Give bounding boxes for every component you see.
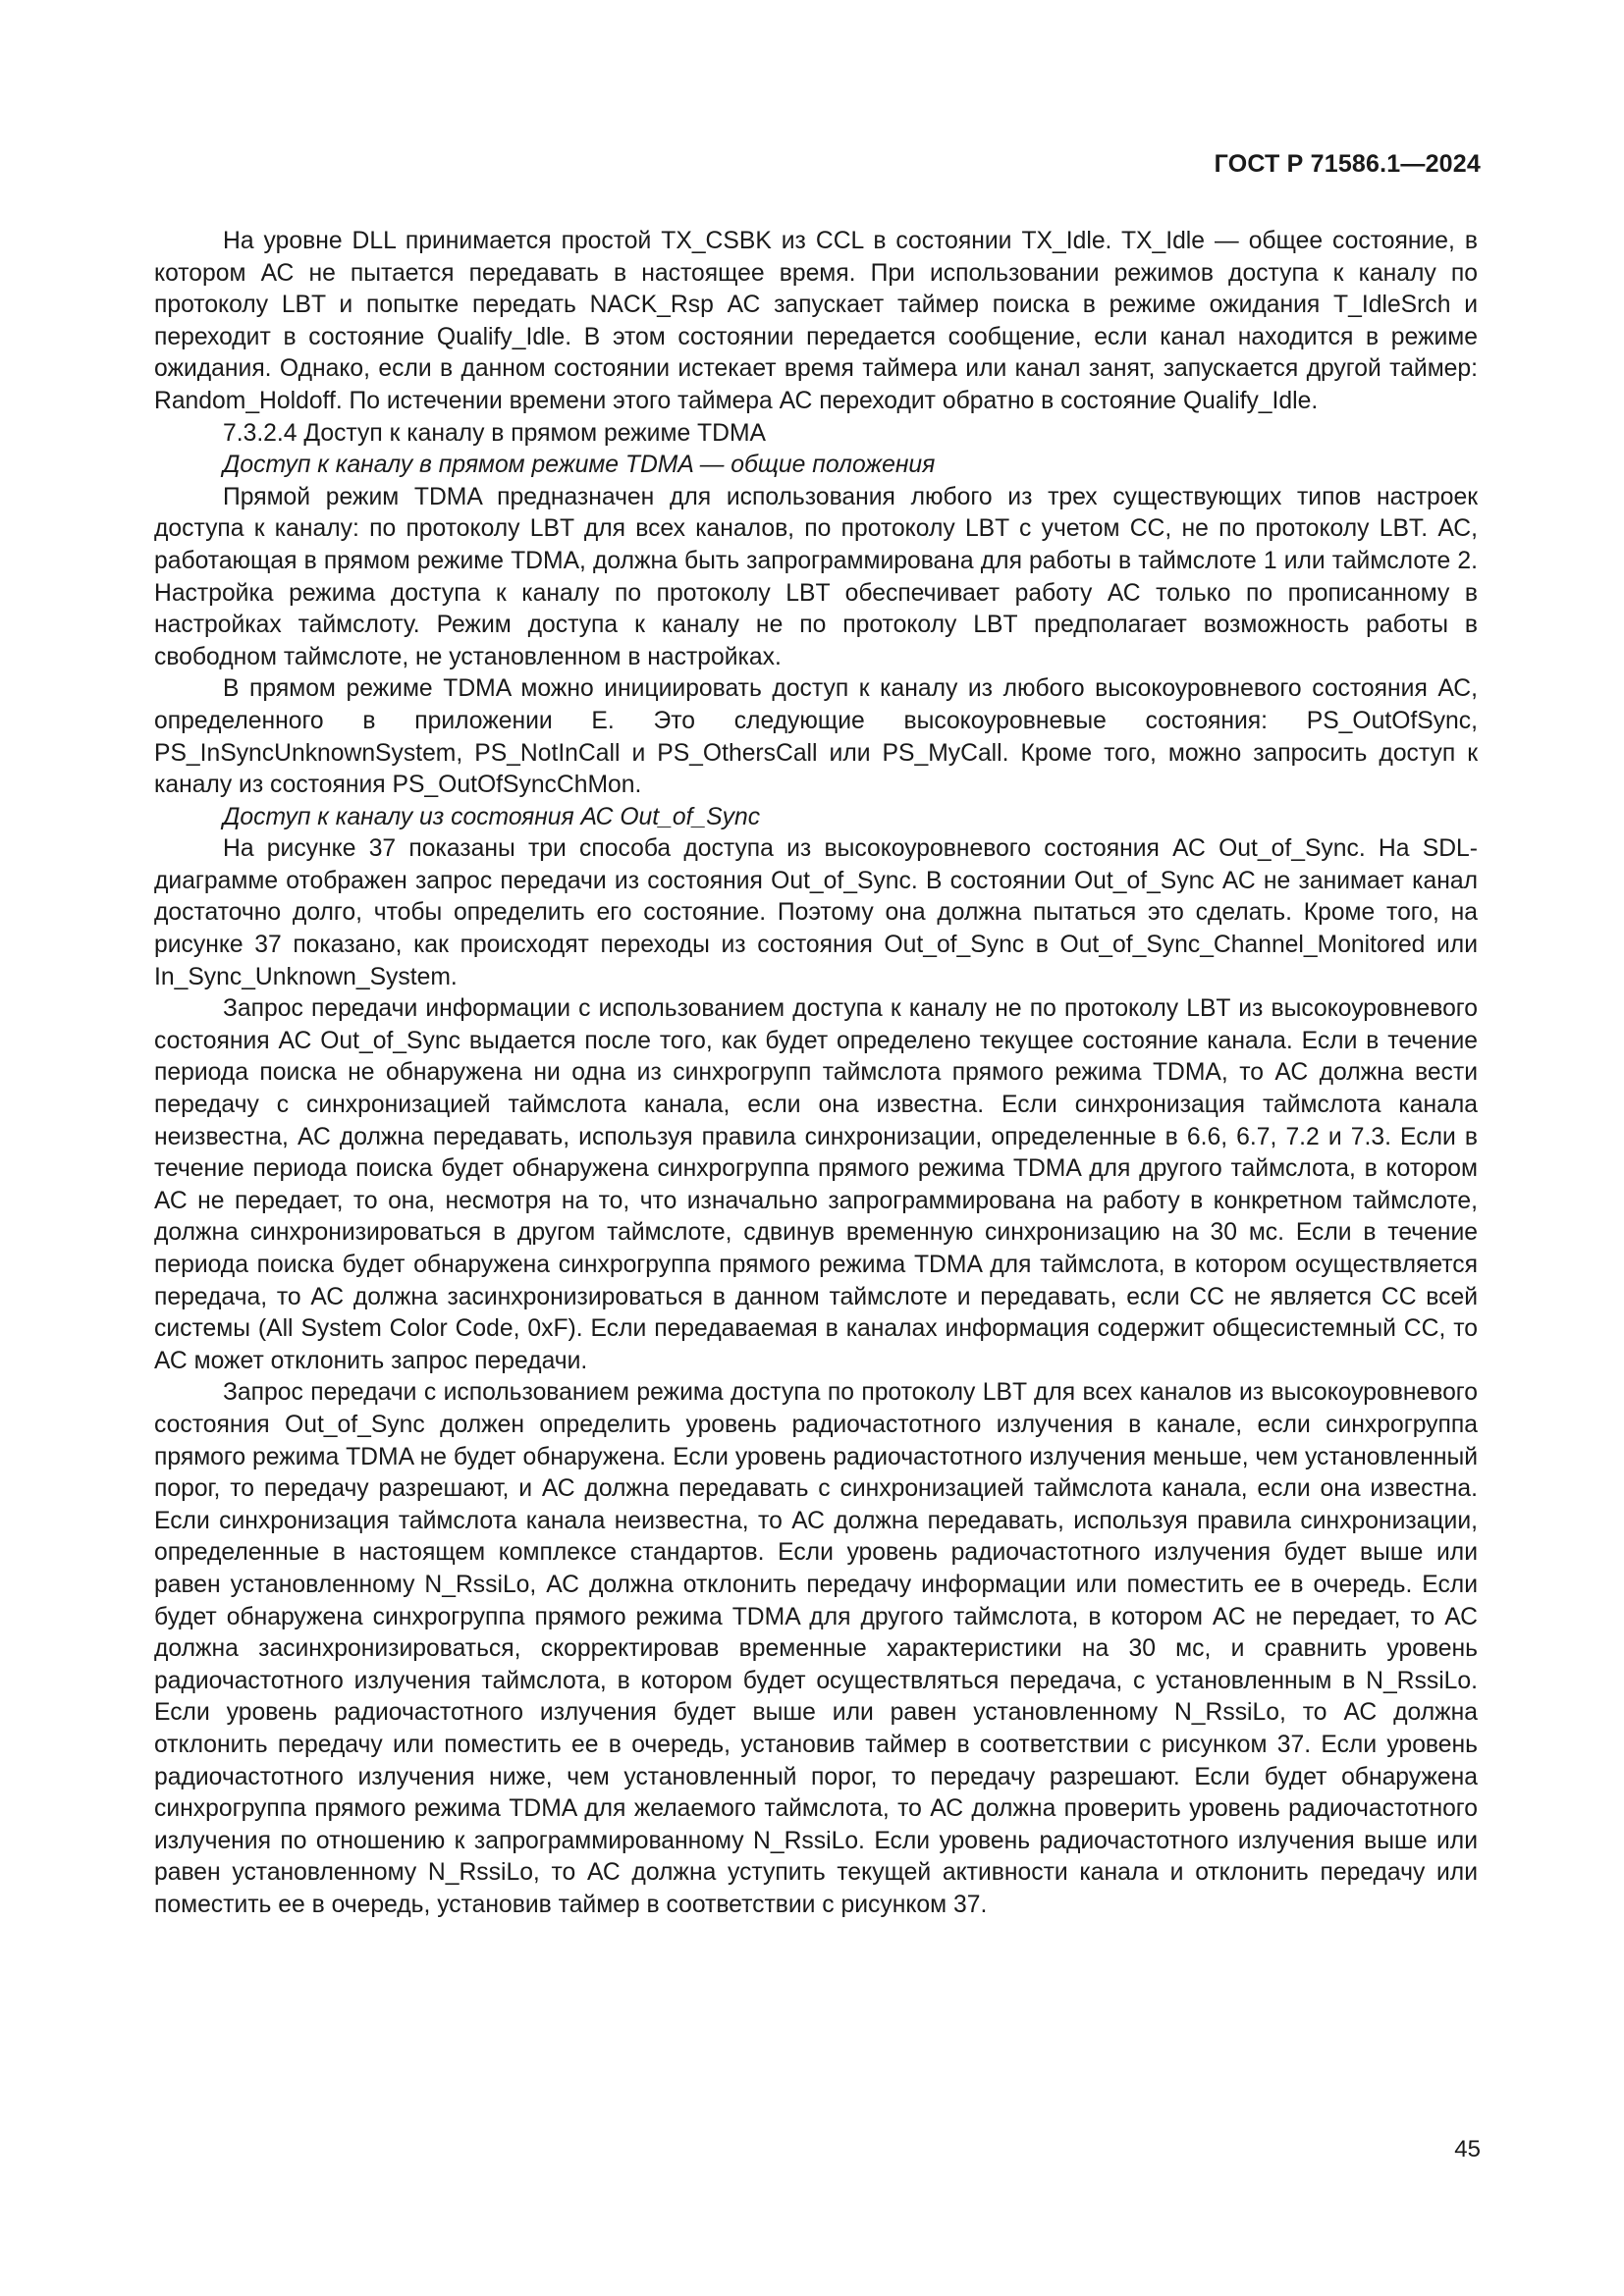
paragraph-non-lbt-request: Запрос передачи информации с использованием доступа к каналу не по протоколу LBT из высокоуровневого состояния АС Out_of_Sync выдается после того, как будет определено текущее состояние канала. Если в течение периода поиска не обнаружена ни одна из синхрогрупп таймслота прямого режима TDMA, то АС должна вести передачу с синхронизацией таймслота канала, если она известна. Если синхронизация таймслота канала неизвестна, АС должна передавать, используя правила синхронизации, определенные в 6.6, 6.7, 7.2 и 7.3. Если в течение периода поиска будет обнаружена синхрогруппа прямого режима TDMA для другого таймслота, в котором АС не передает, то она, несмотря на то, что изначально запрограммирована на работу в конкретном таймслоте, должна синхронизироваться в другом таймслоте, сдвинув временную синхронизацию на 30 мс. Если в течение периода поиска будет обнаружена синхрогруппа прямого режима TDMA для таймслота, в котором осуществляется передача, то АС должна засинхронизироваться в данном таймслоте и передавать, если CC не является CC всей системы (All System Color Code, 0xF). Если передаваемая в каналах информация содержит общесистемный CC, то АС может отклонить запрос передачи. bbox=[154, 995, 1478, 1374]
paragraph-lbt-request: Запрос передачи с использованием режима доступа по протоколу LBT для всех каналов из высокоуровневого состояния Out_of_Sync должен определить уровень радиочастотного излучения в канале, если синхрогруппа прямого режима TDMA не будет обнаружена. Если уровень радиочастотного излучения меньше, чем установленный порог, то передачу разрешают, и АС должна передавать с синхронизацией таймслота канала, если она известна. Если синхронизация таймслота канала неизвестна, то АС должна передавать, используя правила синхронизации, определенные в настоящем комплексе стандартов. Если уровень радиочастотного излучения будет выше или равен установленному N_RssiLo, АС должна отклонить передачу информации или поместить ее в очередь. Если будет обнаружена синхрогруппа прямого режима TDMA для другого таймслота, в котором АС не передает, то АС должна засинхронизироваться, скорректировав временные характеристики на 30 мс, и сравнить уровень радиочастотного излучения таймслота, в котором будет осуществляться передача, с установленным в N_RssiLo. Если уровень радиочастотного излучения будет выше или равен установленному N_RssiLo, то АС должна отклонить передачу или поместить ее в очередь, установив таймер в соответствии с рисунком 37. Если уровень радиочастотного излучения ниже, чем установленный порог, то передачу разрешают. Если будет обнаружена синхрогруппа прямого режима TDMA для желаемого таймслота, то АС должна проверить уровень радиочастотного излучения по отношению к запрограммированному N_RssiLo. Если уровень радиочастотного излучения выше или равен установленному N_RssiLo, то АС должна уступить текущей активности канала и отклонить передачу или поместить ее в очередь, установив таймер в соответствии с рисунком 37. bbox=[154, 1379, 1478, 1918]
subheading-out-of-sync: Доступ к каналу из состояния АС Out_of_Sync bbox=[223, 803, 761, 830]
page-number: 45 bbox=[1454, 2136, 1481, 2163]
document-header: ГОСТ Р 71586.1—2024 bbox=[1214, 150, 1481, 178]
paragraph-direct-mode: Прямой режим TDMA предназначен для использования любого из трех существующих типов настроек доступа к каналу: по протоколу LBT для всех каналов, по протоколу LBT с учетом CC, не по протоколу LBT. АС, работающая в прямом режиме TDMA, должна быть запрограммирована для работы в таймслоте 1 или таймслоте 2. Настройка режима доступа к каналу по протоколу LBT обеспечивает работу АС только по прописанному в настройках таймслоту. Режим доступа к каналу не по протоколу LBT предполагает возможность работы в свободном таймслоте, не установленном в настройках. bbox=[154, 483, 1478, 670]
paragraph-high-level-states: В прямом режиме TDMA можно инициировать доступ к каналу из любого высокоуровневого состояния АС, определенного в приложении Е. Это следующие высокоуровневые состояния: PS_OutOfSync, PS_InSyncUnknownSystem, PS_NotInCall и PS_OthersCall или PS_MyCall. Кроме того, можно запросить доступ к каналу из состояния PS_OutOfSyncChMon. bbox=[154, 675, 1478, 799]
subheading-general: Доступ к каналу в прямом режиме TDMA — общие положения bbox=[223, 452, 936, 479]
paragraph-figure-37: На рисунке 37 показаны три способа доступа из высокоуровневого состояния АС Out_of_Sync. На SDL-диаграмме отображен запрос передачи из состояния Out_of_Sync. В состоянии Out_of_Sync АС не занимает канал достаточно долго, чтобы определить его состояние. Поэтому она должна пытаться это сделать. Кроме того, на рисунке 37 показано, как происходят переходы из состояния Out_of_Sync в Out_of_Sync_Channel_Monitored или In_Sync_Unknown_System. bbox=[154, 835, 1478, 990]
section-heading-7-3-2-4: 7.3.2.4 Доступ к каналу в прямом режиме TDMA bbox=[223, 419, 766, 447]
document-body bbox=[154, 226, 1478, 1921]
paragraph-tx-idle: На уровне DLL принимается простой TX_CSBK из CCL в состоянии TX_Idle. TX_Idle — общее состояние, в котором АС не пытается передавать в настоящее время. При использовании режимов доступа к каналу по протоколу LBT и попытке передать NACK_Rsp АС запускает таймер поиска в режиме ожидания T_IdleSrch и переходит в состояние Qualify_Idle. В этом состоянии передается сообщение, если канал находится в режиме ожидания. Однако, если в данном состоянии истекает время таймера или канал занят, запускается другой таймер: Random_Holdoff. По истечении времени этого таймера АС переходит обратно в состояние Qualify_Idle. bbox=[154, 228, 1478, 414]
